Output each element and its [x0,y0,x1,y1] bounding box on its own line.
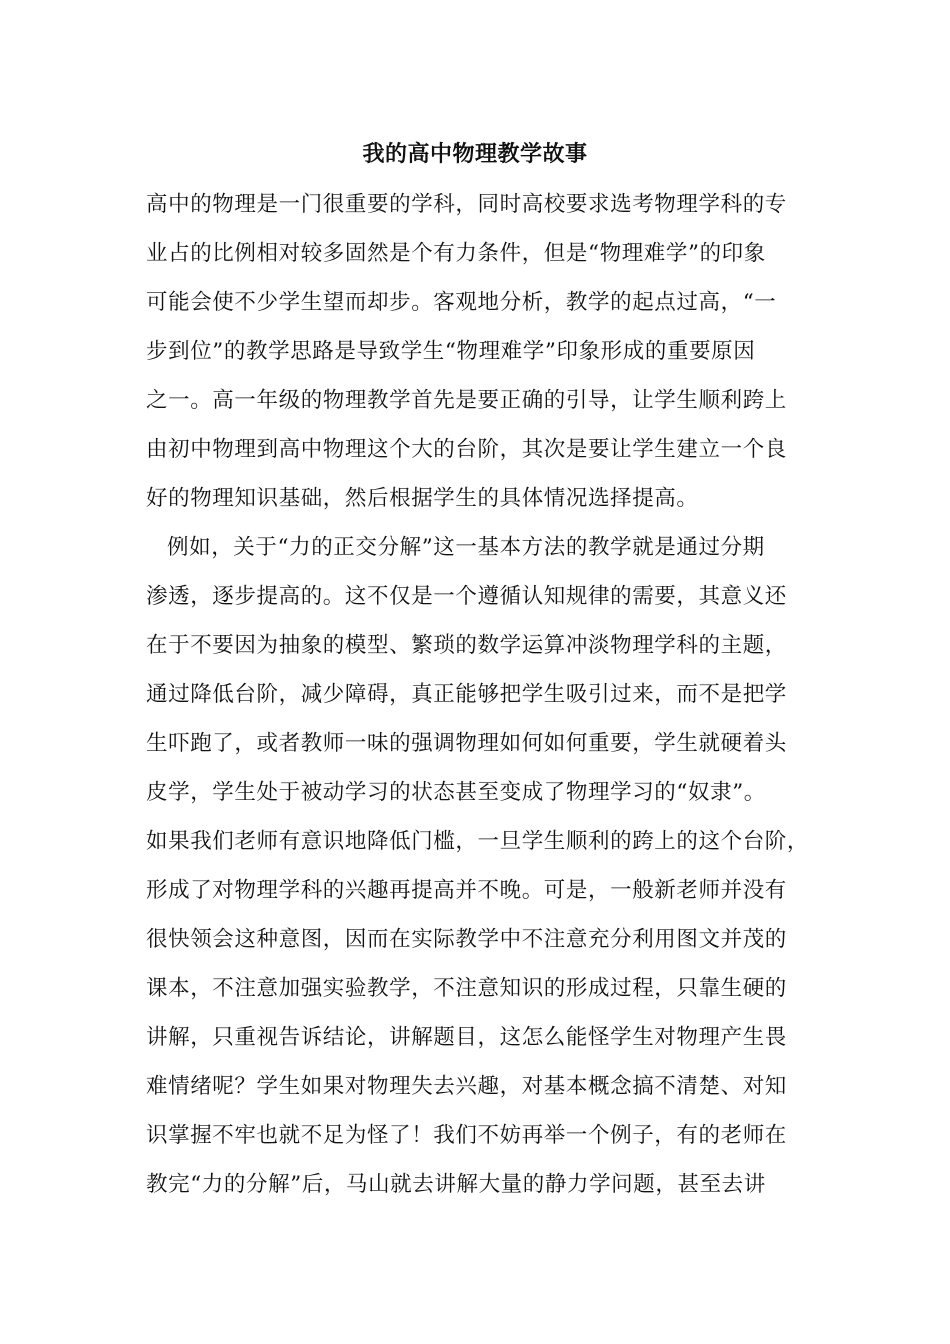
text-line: 可能会使不少学生望而却步。客观地分析，教学的起点过高，“一 [146,290,777,315]
text-line: 很快领会这种意图，因而在实际教学中不注意充分利用图文并茂的 [146,927,787,952]
text-line: 渗透，逐步提高的。这不仅是一个遵循认知规律的需要，其意义还 [146,584,787,609]
document-body [146,180,810,1209]
text-line: 通过降低台阶，减少障碍，真正能够把学生吸引过来，而不是把学 [146,682,787,707]
text-line: 形成了对物理学科的兴趣再提高并不晚。可是，一般新老师并没有 [146,878,787,903]
text-line: 好的物理知识基础，然后根据学生的具体情况选择提高。 [146,486,699,511]
text-line: 由初中物理到高中物理这个大的台阶，其次是要让学生建立一个良 [146,437,787,462]
document-title: 我的高中物理教学故事 [362,141,588,167]
text-line: 在于不要因为抽象的模型、繁琐的数学运算冲淡物理学科的主题， [146,633,787,658]
text-line: 皮学，学生处于被动学习的状态甚至变成了物理学习的“奴隶”。 [146,780,766,805]
text-line: 难情绪呢？学生如果对物理失去兴趣，对基本概念搞不清楚、对知 [146,1074,787,1099]
text-line: 生吓跑了，或者教师一味的强调物理如何如何重要，学生就硬着头 [146,731,787,756]
text-line: 高中的物理是一门很重要的学科，同时高校要求选考物理学科的专 [146,192,787,217]
text-line: 教完“力的分解”后，马山就去讲解大量的静力学问题，甚至去讲 [146,1172,766,1197]
text-line: 讲解，只重视告诉结论，讲解题目，这怎么能怪学生对物理产生畏 [146,1025,787,1050]
text-line: 业占的比例相对较多固然是个有力条件，但是“物理难学”的印象 [146,241,766,266]
text-line: 识掌握不牢也就不足为怪了！我们不妨再举一个例子，有的老师在 [146,1123,787,1148]
text-line: 步到位”的教学思路是导致学生“物理难学”印象形成的重要原因 [146,339,756,364]
text-line: 课本，不注意加强实验教学，不注意知识的形成过程，只靠生硬的 [146,976,787,1001]
text-line: 例如，关于“力的正交分解”这一基本方法的教学就是通过分期 [167,535,765,560]
text-line: 如果我们老师有意识地降低门槛，一旦学生顺利的跨上的这个台阶， [146,829,810,854]
text-line: 之一。高一年级的物理教学首先是要正确的引导，让学生顺利跨上 [146,388,787,413]
